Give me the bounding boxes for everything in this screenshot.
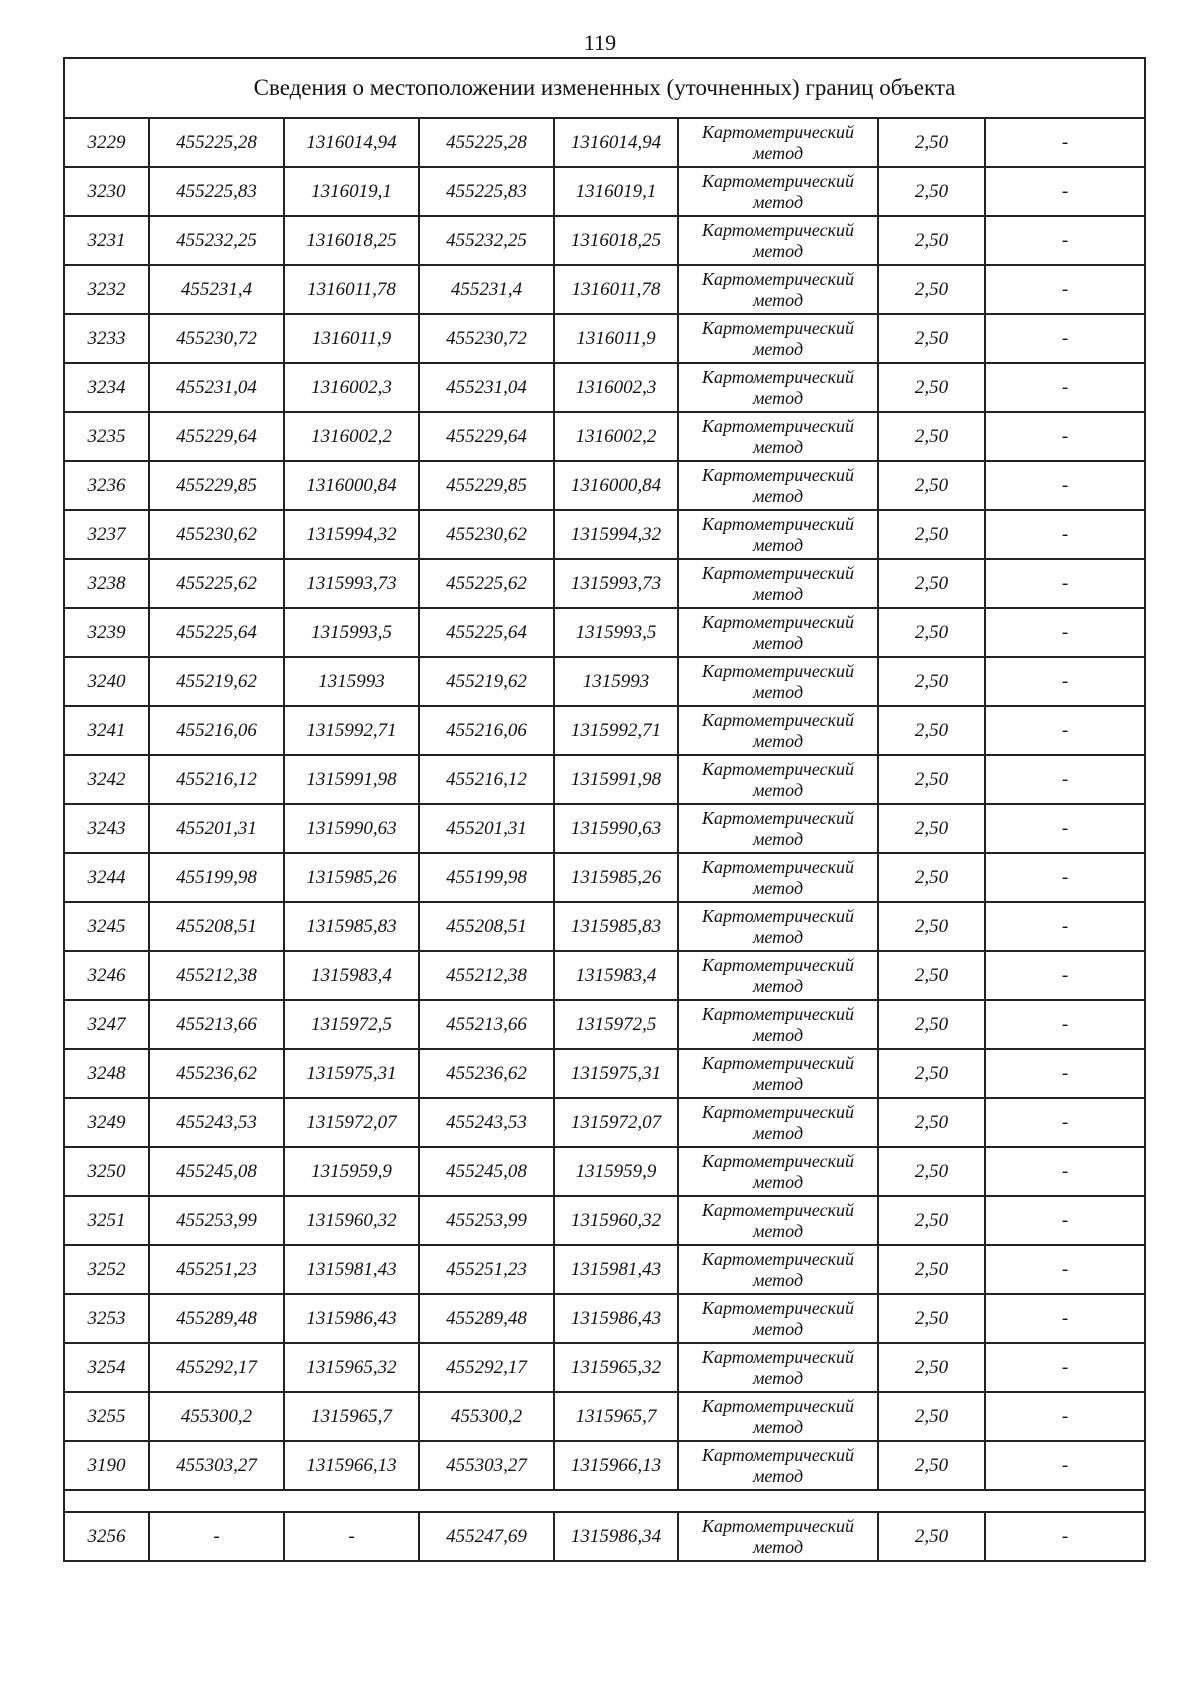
cell-description: - — [985, 1049, 1145, 1098]
cell-point-number: 3190 — [64, 1441, 149, 1490]
cell-x-old: 455201,31 — [149, 804, 284, 853]
cell-accuracy: 2,50 — [878, 412, 985, 461]
table-row — [64, 657, 1145, 706]
table-row — [64, 265, 1145, 314]
cell-accuracy: 2,50 — [878, 1441, 985, 1490]
table-body — [64, 58, 1145, 1561]
cell-y-old: 1315993,5 — [284, 608, 419, 657]
cell-accuracy: 2,50 — [878, 510, 985, 559]
table-title: Сведения о местоположении измененных (уточненных) границ объекта — [64, 58, 1145, 118]
cell-point-number: 3255 — [64, 1392, 149, 1441]
cell-y-new: 1315994,32 — [554, 510, 678, 559]
cell-description: - — [985, 951, 1145, 1000]
cell-method: Картометрический метод — [678, 1147, 878, 1196]
cell-method: Картометрический метод — [678, 902, 878, 951]
cell-x-new: 455289,48 — [419, 1294, 554, 1343]
cell-y-new: 1316019,1 — [554, 167, 678, 216]
cell-y-old: 1316014,94 — [284, 118, 419, 167]
cell-y-old: 1315985,83 — [284, 902, 419, 951]
cell-y-old: 1315993 — [284, 657, 419, 706]
cell-point-number: 3254 — [64, 1343, 149, 1392]
cell-accuracy: 2,50 — [878, 1294, 985, 1343]
cell-y-old: 1315981,43 — [284, 1245, 419, 1294]
cell-point-number: 3241 — [64, 706, 149, 755]
table-row — [64, 1196, 1145, 1245]
cell-x-old: 455245,08 — [149, 1147, 284, 1196]
cell-y-new: 1315960,32 — [554, 1196, 678, 1245]
cell-point-number: 3240 — [64, 657, 149, 706]
table-row — [64, 118, 1145, 167]
cell-x-new: 455245,08 — [419, 1147, 554, 1196]
cell-y-old: 1315975,31 — [284, 1049, 419, 1098]
cell-x-new: 455253,99 — [419, 1196, 554, 1245]
table-row — [64, 412, 1145, 461]
cell-method: Картометрический метод — [678, 1512, 878, 1561]
cell-y-old: 1316002,3 — [284, 363, 419, 412]
cell-method: Картометрический метод — [678, 657, 878, 706]
table-row — [64, 363, 1145, 412]
cell-x-old: 455232,25 — [149, 216, 284, 265]
cell-x-old: 455253,99 — [149, 1196, 284, 1245]
cell-accuracy: 2,50 — [878, 265, 985, 314]
cell-point-number: 3243 — [64, 804, 149, 853]
cell-x-old: 455292,17 — [149, 1343, 284, 1392]
cell-description: - — [985, 265, 1145, 314]
cell-x-old: 455213,66 — [149, 1000, 284, 1049]
cell-method: Картометрический метод — [678, 1294, 878, 1343]
cell-x-old: 455230,62 — [149, 510, 284, 559]
cell-x-new: 455229,64 — [419, 412, 554, 461]
cell-x-old: 455208,51 — [149, 902, 284, 951]
cell-y-old: 1316019,1 — [284, 167, 419, 216]
cell-description: - — [985, 1512, 1145, 1561]
cell-method: Картометрический метод — [678, 1441, 878, 1490]
cell-x-new: 455303,27 — [419, 1441, 554, 1490]
cell-accuracy: 2,50 — [878, 755, 985, 804]
cell-method: Картометрический метод — [678, 118, 878, 167]
cell-point-number: 3244 — [64, 853, 149, 902]
cell-x-new: 455229,85 — [419, 461, 554, 510]
cell-x-old: 455212,38 — [149, 951, 284, 1000]
cell-accuracy: 2,50 — [878, 657, 985, 706]
table-row — [64, 1098, 1145, 1147]
cell-accuracy: 2,50 — [878, 1098, 985, 1147]
cell-point-number: 3252 — [64, 1245, 149, 1294]
cell-method: Картометрический метод — [678, 706, 878, 755]
cell-method: Картометрический метод — [678, 216, 878, 265]
cell-y-new: 1315959,9 — [554, 1147, 678, 1196]
cell-description: - — [985, 167, 1145, 216]
cell-description: - — [985, 1000, 1145, 1049]
cell-accuracy: 2,50 — [878, 559, 985, 608]
cell-y-old: 1316002,2 — [284, 412, 419, 461]
cell-description: - — [985, 461, 1145, 510]
cell-accuracy: 2,50 — [878, 1000, 985, 1049]
cell-accuracy: 2,50 — [878, 167, 985, 216]
cell-point-number: 3233 — [64, 314, 149, 363]
cell-y-old: 1315992,71 — [284, 706, 419, 755]
page-number: 119 — [583, 30, 617, 55]
cell-y-old: 1315972,07 — [284, 1098, 419, 1147]
cell-point-number: 3236 — [64, 461, 149, 510]
cell-description: - — [985, 755, 1145, 804]
cell-point-number: 3237 — [64, 510, 149, 559]
cell-x-old: 455231,04 — [149, 363, 284, 412]
cell-description: - — [985, 1441, 1145, 1490]
cell-y-new: 1315985,83 — [554, 902, 678, 951]
cell-accuracy: 2,50 — [878, 461, 985, 510]
cell-y-new: 1315990,63 — [554, 804, 678, 853]
cell-x-new: 455236,62 — [419, 1049, 554, 1098]
cell-y-old: 1316000,84 — [284, 461, 419, 510]
cell-x-new: 455216,12 — [419, 755, 554, 804]
cell-description: - — [985, 608, 1145, 657]
cell-y-new: 1315993,5 — [554, 608, 678, 657]
cell-method: Картометрический метод — [678, 1196, 878, 1245]
cell-description: - — [985, 363, 1145, 412]
cell-point-number: 3235 — [64, 412, 149, 461]
cell-y-new: 1315993 — [554, 657, 678, 706]
cell-y-new: 1316018,25 — [554, 216, 678, 265]
cell-accuracy: 2,50 — [878, 118, 985, 167]
cell-y-old: 1315972,5 — [284, 1000, 419, 1049]
cell-x-new: 455213,66 — [419, 1000, 554, 1049]
cell-y-old: 1315993,73 — [284, 559, 419, 608]
cell-x-old: 455236,62 — [149, 1049, 284, 1098]
table-row — [64, 1245, 1145, 1294]
cell-accuracy: 2,50 — [878, 363, 985, 412]
cell-point-number: 3229 — [64, 118, 149, 167]
cell-x-new: 455300,2 — [419, 1392, 554, 1441]
cell-description: - — [985, 1294, 1145, 1343]
spacer-row — [64, 1490, 1145, 1512]
cell-point-number: 3250 — [64, 1147, 149, 1196]
cell-point-number: 3239 — [64, 608, 149, 657]
cell-x-old: 455225,28 — [149, 118, 284, 167]
cell-method: Картометрический метод — [678, 265, 878, 314]
table-row — [64, 608, 1145, 657]
cell-x-new: 455219,62 — [419, 657, 554, 706]
cell-x-old: 455216,06 — [149, 706, 284, 755]
cell-y-old: 1316011,9 — [284, 314, 419, 363]
cell-x-new: 455243,53 — [419, 1098, 554, 1147]
cell-x-old: 455219,62 — [149, 657, 284, 706]
cell-description: - — [985, 657, 1145, 706]
cell-y-old: 1315991,98 — [284, 755, 419, 804]
cell-x-new: 455292,17 — [419, 1343, 554, 1392]
cell-y-old: 1316018,25 — [284, 216, 419, 265]
cell-y-new: 1315993,73 — [554, 559, 678, 608]
cell-y-new: 1315985,26 — [554, 853, 678, 902]
cell-description: - — [985, 804, 1145, 853]
cell-x-new: 455225,64 — [419, 608, 554, 657]
cell-accuracy: 2,50 — [878, 1196, 985, 1245]
cell-description: - — [985, 118, 1145, 167]
cell-y-new: 1315991,98 — [554, 755, 678, 804]
cell-accuracy: 2,50 — [878, 1245, 985, 1294]
cell-method: Картометрический метод — [678, 167, 878, 216]
cell-y-old: 1315985,26 — [284, 853, 419, 902]
cell-accuracy: 2,50 — [878, 1049, 985, 1098]
table-row — [64, 1392, 1145, 1441]
table-row — [64, 216, 1145, 265]
cell-y-new: 1315992,71 — [554, 706, 678, 755]
cell-y-new: 1316014,94 — [554, 118, 678, 167]
cell-method: Картометрический метод — [678, 755, 878, 804]
cell-y-new: 1315972,5 — [554, 1000, 678, 1049]
cell-x-new: 455212,38 — [419, 951, 554, 1000]
table-row — [64, 804, 1145, 853]
cell-point-number: 3242 — [64, 755, 149, 804]
cell-x-new: 455225,62 — [419, 559, 554, 608]
cell-y-new: 1315972,07 — [554, 1098, 678, 1147]
cell-description: - — [985, 706, 1145, 755]
cell-description: - — [985, 412, 1145, 461]
table-row — [64, 167, 1145, 216]
cell-y-new: 1315965,32 — [554, 1343, 678, 1392]
cell-method: Картометрический метод — [678, 608, 878, 657]
cell-x-old: - — [149, 1512, 284, 1561]
cell-x-new: 455232,25 — [419, 216, 554, 265]
cell-x-old: 455225,64 — [149, 608, 284, 657]
cell-point-number: 3253 — [64, 1294, 149, 1343]
cell-x-old: 455289,48 — [149, 1294, 284, 1343]
cell-accuracy: 2,50 — [878, 706, 985, 755]
cell-accuracy: 2,50 — [878, 216, 985, 265]
cell-y-new: 1316000,84 — [554, 461, 678, 510]
cell-description: - — [985, 1392, 1145, 1441]
cell-y-old: 1315990,63 — [284, 804, 419, 853]
cell-method: Картометрический метод — [678, 853, 878, 902]
cell-x-old: 455225,62 — [149, 559, 284, 608]
cell-y-new: 1316011,9 — [554, 314, 678, 363]
table-row — [64, 1441, 1145, 1490]
cell-point-number: 3248 — [64, 1049, 149, 1098]
cell-point-number: 3245 — [64, 902, 149, 951]
table-title-row — [64, 58, 1145, 118]
cell-method: Картометрический метод — [678, 951, 878, 1000]
cell-x-old: 455231,4 — [149, 265, 284, 314]
cell-point-number: 3249 — [64, 1098, 149, 1147]
cell-y-old: 1315965,32 — [284, 1343, 419, 1392]
spacer-cell — [64, 1490, 1145, 1512]
cell-method: Картометрический метод — [678, 461, 878, 510]
cell-y-old: 1315959,9 — [284, 1147, 419, 1196]
cell-accuracy: 2,50 — [878, 1343, 985, 1392]
cell-point-number: 3234 — [64, 363, 149, 412]
cell-y-new: 1315986,43 — [554, 1294, 678, 1343]
cell-x-old: 455251,23 — [149, 1245, 284, 1294]
table-row — [64, 510, 1145, 559]
cell-x-old: 455199,98 — [149, 853, 284, 902]
cell-method: Картометрический метод — [678, 363, 878, 412]
cell-point-number: 3246 — [64, 951, 149, 1000]
table-row — [64, 951, 1145, 1000]
cell-y-new: 1316002,2 — [554, 412, 678, 461]
table-row — [64, 461, 1145, 510]
cell-y-old: 1315960,32 — [284, 1196, 419, 1245]
cell-y-new: 1315983,4 — [554, 951, 678, 1000]
table-row — [64, 1147, 1145, 1196]
table-row — [64, 755, 1145, 804]
cell-x-old: 455303,27 — [149, 1441, 284, 1490]
cell-description: - — [985, 853, 1145, 902]
cell-point-number: 3247 — [64, 1000, 149, 1049]
table-row — [64, 1049, 1145, 1098]
cell-method: Картометрический метод — [678, 1343, 878, 1392]
cell-description: - — [985, 1098, 1145, 1147]
cell-description: - — [985, 1196, 1145, 1245]
cell-x-old: 455230,72 — [149, 314, 284, 363]
cell-description: - — [985, 1245, 1145, 1294]
cell-point-number: 3231 — [64, 216, 149, 265]
cell-method: Картометрический метод — [678, 559, 878, 608]
cell-y-old: 1315983,4 — [284, 951, 419, 1000]
cell-y-new: 1316011,78 — [554, 265, 678, 314]
cell-x-new: 455216,06 — [419, 706, 554, 755]
cell-method: Картометрический метод — [678, 1392, 878, 1441]
cell-y-old: 1315986,43 — [284, 1294, 419, 1343]
cell-accuracy: 2,50 — [878, 1512, 985, 1561]
cell-y-old: - — [284, 1512, 419, 1561]
cell-accuracy: 2,50 — [878, 951, 985, 1000]
cell-description: - — [985, 314, 1145, 363]
cell-y-new: 1315986,34 — [554, 1512, 678, 1561]
cell-point-number: 3256 — [64, 1512, 149, 1561]
cell-x-new: 455230,62 — [419, 510, 554, 559]
cell-y-old: 1315994,32 — [284, 510, 419, 559]
cell-method: Картометрический метод — [678, 510, 878, 559]
cell-description: - — [985, 1147, 1145, 1196]
cell-accuracy: 2,50 — [878, 804, 985, 853]
cell-accuracy: 2,50 — [878, 1392, 985, 1441]
cell-y-new: 1315965,7 — [554, 1392, 678, 1441]
table-row — [64, 706, 1145, 755]
table-row — [64, 853, 1145, 902]
boundary-coordinates-table — [63, 57, 1146, 1562]
cell-y-old: 1315966,13 — [284, 1441, 419, 1490]
cell-method: Картометрический метод — [678, 804, 878, 853]
table-row — [64, 1294, 1145, 1343]
cell-point-number: 3232 — [64, 265, 149, 314]
cell-x-new: 455251,23 — [419, 1245, 554, 1294]
cell-x-new: 455201,31 — [419, 804, 554, 853]
cell-method: Картометрический метод — [678, 1000, 878, 1049]
cell-accuracy: 2,50 — [878, 608, 985, 657]
table-row — [64, 1512, 1145, 1561]
cell-method: Картометрический метод — [678, 1098, 878, 1147]
cell-y-old: 1315965,7 — [284, 1392, 419, 1441]
cell-y-new: 1316002,3 — [554, 363, 678, 412]
cell-accuracy: 2,50 — [878, 1147, 985, 1196]
cell-x-old: 455243,53 — [149, 1098, 284, 1147]
table-row — [64, 1343, 1145, 1392]
cell-x-new: 455199,98 — [419, 853, 554, 902]
cell-accuracy: 2,50 — [878, 314, 985, 363]
cell-x-new: 455225,28 — [419, 118, 554, 167]
cell-description: - — [985, 559, 1145, 608]
cell-x-new: 455208,51 — [419, 902, 554, 951]
cell-method: Картометрический метод — [678, 412, 878, 461]
table-row — [64, 314, 1145, 363]
cell-description: - — [985, 216, 1145, 265]
cell-accuracy: 2,50 — [878, 902, 985, 951]
cell-x-new: 455247,69 — [419, 1512, 554, 1561]
cell-accuracy: 2,50 — [878, 853, 985, 902]
cell-point-number: 3230 — [64, 167, 149, 216]
cell-description: - — [985, 510, 1145, 559]
cell-y-new: 1315981,43 — [554, 1245, 678, 1294]
cell-y-new: 1315975,31 — [554, 1049, 678, 1098]
cell-x-old: 455229,85 — [149, 461, 284, 510]
table-row — [64, 559, 1145, 608]
cell-point-number: 3251 — [64, 1196, 149, 1245]
cell-x-old: 455229,64 — [149, 412, 284, 461]
cell-method: Картометрический метод — [678, 1049, 878, 1098]
cell-y-new: 1315966,13 — [554, 1441, 678, 1490]
table-row — [64, 902, 1145, 951]
cell-x-old: 455225,83 — [149, 167, 284, 216]
table-row — [64, 1000, 1145, 1049]
cell-point-number: 3238 — [64, 559, 149, 608]
cell-x-old: 455216,12 — [149, 755, 284, 804]
cell-method: Картометрический метод — [678, 314, 878, 363]
cell-x-old: 455300,2 — [149, 1392, 284, 1441]
cell-x-new: 455231,04 — [419, 363, 554, 412]
cell-x-new: 455225,83 — [419, 167, 554, 216]
cell-x-new: 455230,72 — [419, 314, 554, 363]
cell-x-new: 455231,4 — [419, 265, 554, 314]
cell-y-old: 1316011,78 — [284, 265, 419, 314]
cell-description: - — [985, 902, 1145, 951]
cell-description: - — [985, 1343, 1145, 1392]
cell-method: Картометрический метод — [678, 1245, 878, 1294]
